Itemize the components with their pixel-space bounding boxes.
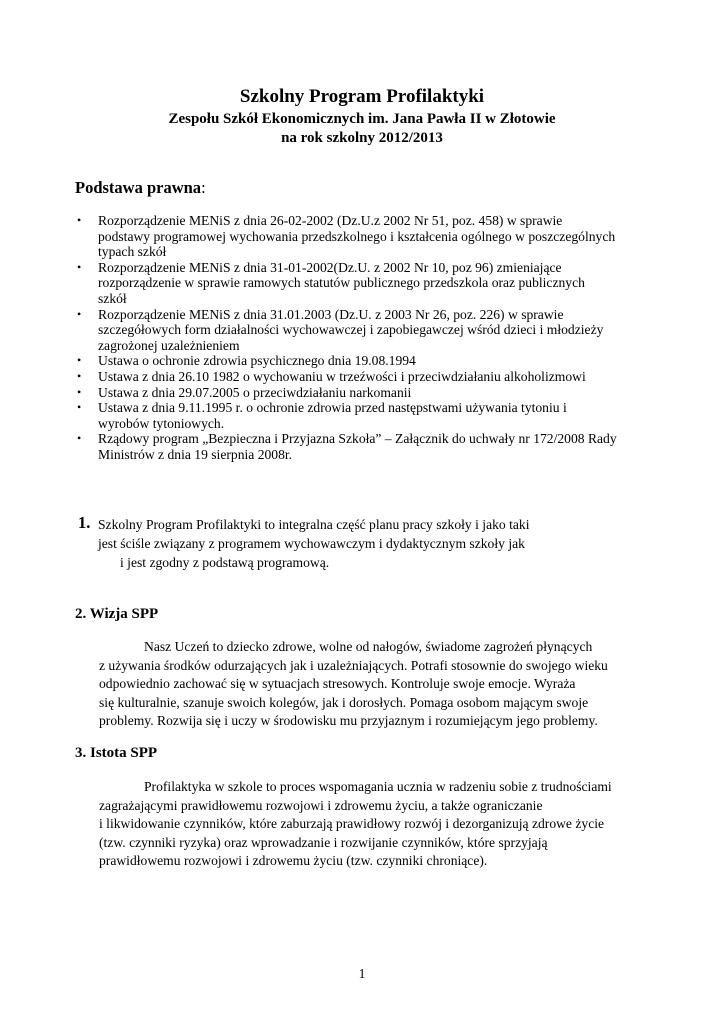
paragraph-line: Nasz Uczeń to dziecko zdrowe, wolne od nałogów, świadome zagrożeń płynących xyxy=(144,639,593,654)
legal-basis-line: Rozporządzenie MENiS z dnia 31-01-2002(Dz.U. z 2002 Nr 10, poz 96) zmieniające xyxy=(98,259,562,275)
section-1 xyxy=(78,515,638,572)
legal-basis-item xyxy=(75,307,655,354)
legal-basis-heading xyxy=(75,178,206,198)
paragraph-line: (tzw. czynniki ryzyka) oraz wprowadzanie i rozwijanie czynników, które sprzyjają xyxy=(99,834,548,850)
legal-basis-line: Ustawa z dnia 9.11.1995 r. o ochronie zdrowia przed następstwami używania tytoniu i xyxy=(98,400,567,416)
paragraph-line: się kulturalnie, szanuje swoich kolegów, jak i dorosłych. Pomaga osobom mającym swoje xyxy=(99,694,589,710)
document-subtitle: Zespołu Szkół Ekonomicznych im. Jana Pawła II w Złotowie xyxy=(168,111,556,127)
section-3-heading: 3. Istota SPP xyxy=(75,745,158,761)
paragraph-line: prawidłowemu rozwojowi i zdrowemu życiu (tzw. czynniki chroniące). xyxy=(99,853,488,869)
bullet-dot-icon: • xyxy=(77,259,82,274)
legal-basis-line: wyrobów tytoniowych. xyxy=(98,415,225,431)
legal-basis-line: zagrożonej uzależnieniem xyxy=(98,337,240,353)
legal-basis-line: Rozporządzenie MENiS z dnia 31.01.2003 (Dz.U. z 2003 Nr 26, poz. 226) w sprawie xyxy=(98,306,564,322)
legal-basis-line: Ustawa o ochronie zdrowia psychicznego dnia 19.08.1994 xyxy=(98,353,416,369)
paragraph-line: z używania środków odurzających jak i uzależniających. Potrafi stosownie do swojego wieku xyxy=(99,657,608,673)
page-number: 1 xyxy=(358,966,366,981)
document-title: Szkolny Program Profilaktyki xyxy=(239,86,485,107)
paragraph-line: problemy. Rozwija się i uczy w środowisku mu przyjaznym i rozumiejącym jego problemy. xyxy=(99,713,598,729)
legal-basis-heading-text: Podstawa prawna xyxy=(75,178,202,197)
section-1-line: jest ściśle związany z programem wychowawczym i dydaktycznym szkoły jak xyxy=(98,536,525,551)
legal-basis-item xyxy=(75,260,655,307)
legal-basis-line: Rządowy program „Bezpieczna i Przyjazna Szkoła” – Załącznik do uchwały nr 172/2008 Rady xyxy=(98,431,617,447)
section-2-paragraph xyxy=(99,638,649,731)
bullet-dot-icon: • xyxy=(77,213,82,227)
school-year: na rok szkolny 2012/2013 xyxy=(281,130,443,146)
bullet-dot-icon: • xyxy=(77,384,82,399)
paragraph-line: odpowiednio zachować się w sytuacjach stresowych. Kontroluje swoje emocje. Wyraża xyxy=(99,676,576,692)
legal-basis-list xyxy=(75,213,655,463)
bullet-dot-icon: • xyxy=(77,368,82,383)
legal-basis-colon: : xyxy=(201,178,206,197)
bullet-dot-icon: • xyxy=(77,353,82,368)
legal-basis-item xyxy=(75,369,655,385)
title-block xyxy=(0,86,724,148)
legal-basis-line: Ministrów z dnia 19 sierpnia 2008r. xyxy=(98,446,293,462)
paragraph-line: Profilaktyka w szkole to proces wspomagania ucznia w radzeniu sobie z trudnościami xyxy=(144,779,612,794)
paragraph-line: zagrażającymi prawidłowemu rozwojowi i zdrowemu życiu, a także ograniczanie xyxy=(99,797,543,813)
legal-basis-line: szczegółowych form działalności wychowawczej i zapobiegawczej wśród dzieci i młodzieży xyxy=(98,322,604,338)
paragraph-line: i likwidowanie czynników, które zaburzają prawidłowy rozwój i dezorganizują zdrowe życie xyxy=(99,816,605,832)
bullet-dot-icon: • xyxy=(77,400,82,415)
legal-basis-item xyxy=(75,385,655,401)
section-1-line: Szkolny Program Profilaktyki to integralna część planu pracy szkoły i jako taki xyxy=(98,517,530,532)
legal-basis-item xyxy=(75,213,655,260)
section-3-paragraph xyxy=(99,778,649,871)
legal-basis-line: Ustawa z dnia 26.10 1982 o wychowaniu w trzeźwości i przeciwdziałaniu alkoholizmowi xyxy=(98,368,586,384)
legal-basis-line: Rozporządzenie MENiS z dnia 26-02-2002 (Dz.U.z 2002 Nr 51, poz. 458) w sprawie xyxy=(98,213,563,228)
section-1-line: i jest zgodny z podstawą programową. xyxy=(120,555,330,570)
legal-basis-item xyxy=(75,353,655,369)
section-1-number: 1. xyxy=(78,513,91,532)
legal-basis-line: podstawy programowej wychowania przedszkolnego i kształcenia ogólnego w poszczególnych xyxy=(98,228,616,244)
bullet-dot-icon: • xyxy=(77,306,82,321)
legal-basis-line: szkół xyxy=(98,290,127,306)
legal-basis-line: typach szkół xyxy=(98,244,167,260)
bullet-dot-icon: • xyxy=(77,431,82,446)
legal-basis-item xyxy=(75,400,655,431)
legal-basis-line: rozporządzenie w sprawie ramowych statutów publicznego przedszkola oraz publicznych xyxy=(98,275,585,291)
legal-basis-line: Ustawa z dnia 29.07.2005 o przeciwdziałaniu narkomanii xyxy=(98,384,412,400)
section-2-heading: 2. Wizja SPP xyxy=(75,606,159,622)
legal-basis-item xyxy=(75,431,655,462)
